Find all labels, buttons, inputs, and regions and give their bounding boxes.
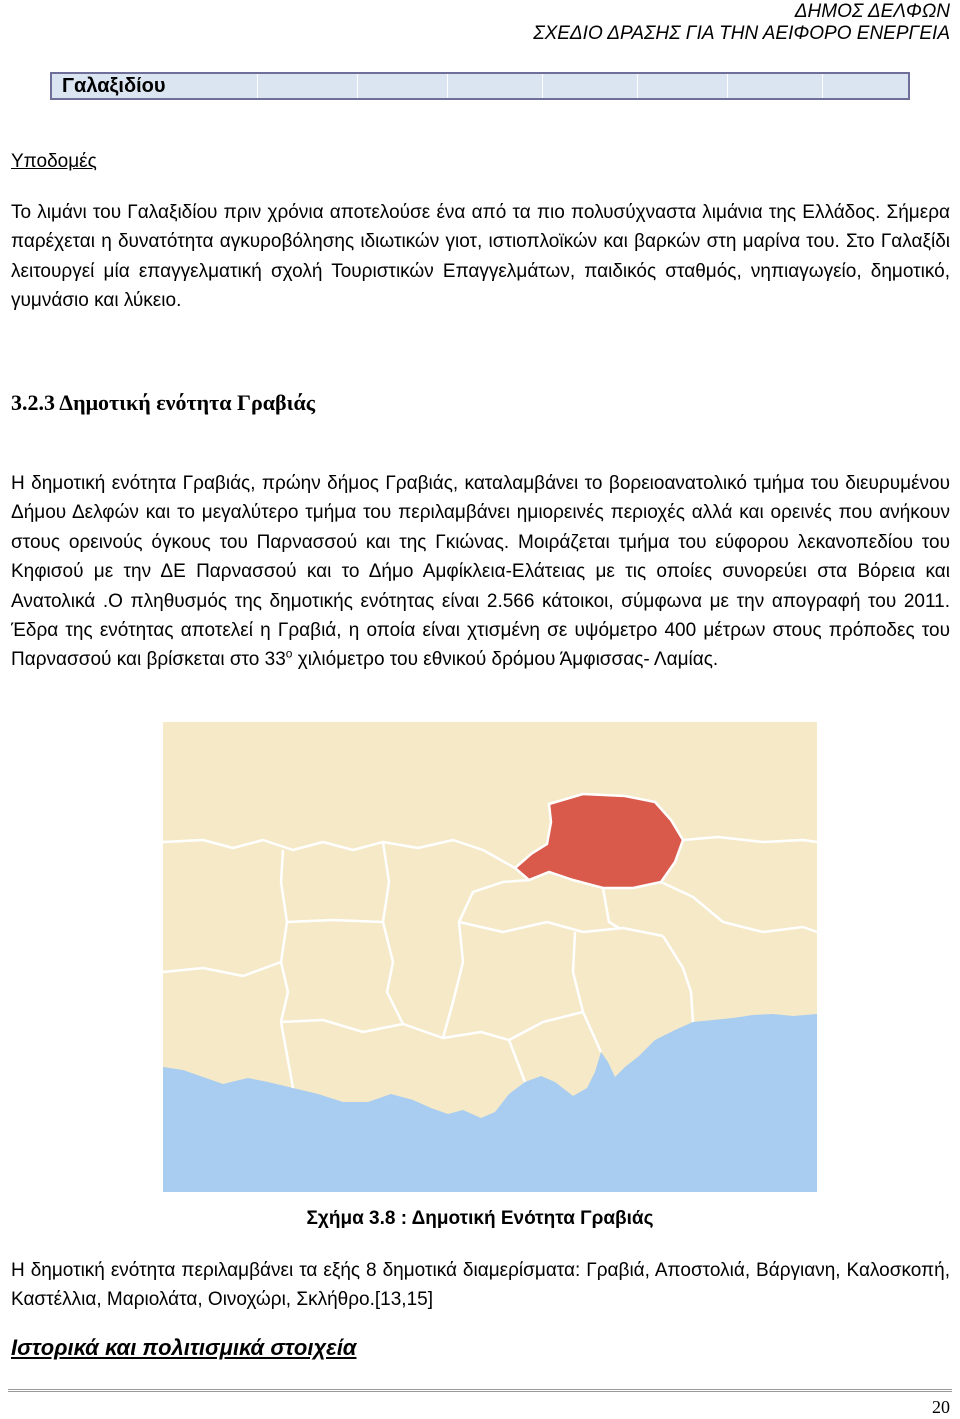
table-row [50, 72, 910, 100]
ordinal-superscript: ο [285, 647, 293, 662]
table-row-label: Γαλαξιδίου [62, 75, 166, 97]
header-municipality: ΔΗΜΟΣ ΔΕΛΦΩΝ [794, 1, 950, 22]
table-cell [727, 74, 823, 98]
section-paragraph [11, 469, 950, 675]
table-cell [447, 74, 543, 98]
page-number: 20 [932, 1397, 950, 1417]
section-title: 3.2.3 Δημοτική ενότητα Γραβιάς [11, 390, 316, 415]
table-cell [357, 74, 448, 98]
gravia-map [163, 722, 817, 1192]
section-paragraph-text: Η δημοτική ενότητα Γραβιάς, πρώην δήμος Γραβιάς, καταλαμβάνει το βορειοανατολικό τμήμα του διευρυμένου Δήμου Δελφών και το μεγαλύτερο τμήμα του περιλαμβάνει ημιορεινές περιοχές αλλά και ορεινές που ανήκουν στους ορεινούς όγκους του Παρνασσού και της Γκιώνας. Μοιράζεται τμήμα του εύφορου λεκανοπεδίου του Κηφισού με την ΔΕ Παρνασσού και το Δήμο Αμφίκλεια-Ελάτειας με τις οποίες συνορεύει στα Βόρεια και Ανατολικά .Ο πληθυσμός της δημοτικής ενότητας είναι 2.566 κάτοικοι, σύμφωνα με την απογραφή του 2011. Έδρα της ενότητας αποτελεί η Γραβιά, η οποία είναι χτισμένη σε υψόμετρο 400 μέτρων στους πρόποδες του Παρνασσού και βρίσκεται στο 33 [11, 473, 950, 671]
header-plan-title: ΣΧΕΔΙΟ ΔΡΑΣΗΣ ΓΙΑ ΤΗΝ ΑΕΙΦΟΡΟ ΕΝΕΡΓΕΙΑ [533, 23, 950, 44]
infrastructure-paragraph: Το λιμάνι του Γαλαξιδίου πριν χρόνια αποτελούσε ένα από τα πιο πολυσύχναστα λιμάνια της Ελλάδος. Σήμερα παρέχεται η δυνατότητα αγκυροβόλησης ιδιωτικών γιοτ, ιστιοπλοϊκών και βαρκών στη μαρίνα του. Στο Γαλαξίδι λειτουργεί μία επαγγελματική σχολή Τουριστικών Επαγγελμάτων, παιδικός σταθμός, νηπιαγωγείο, δημοτικό, γυμνάσιο και λύκειο. [11, 202, 950, 312]
table-cell [257, 74, 358, 98]
history-heading: Ιστορικά και πολιτισμικά στοιχεία [11, 1335, 357, 1360]
table-cell [637, 74, 728, 98]
table-cell [542, 74, 638, 98]
infrastructure-heading: Υποδομές [11, 151, 97, 172]
section-paragraph-end: χιλιόμετρο του εθνικού δρόμου Άμφισσας- Λαμίας. [292, 649, 719, 671]
figure-caption: Σχήμα 3.8 : Δημοτική Ενότητα Γραβιάς [306, 1208, 654, 1229]
districts-paragraph: Η δημοτική ενότητα περιλαμβάνει τα εξής 8 δημοτικά διαμερίσματα: Γραβιά, Αποστολιά, Βάργιανη, Καλοσκοπή, Καστέλλια, Μαριολάτα, Οινοχώρι, Σκλήθρο.[13,15] [11, 1260, 950, 1311]
footer-divider [8, 1389, 952, 1392]
